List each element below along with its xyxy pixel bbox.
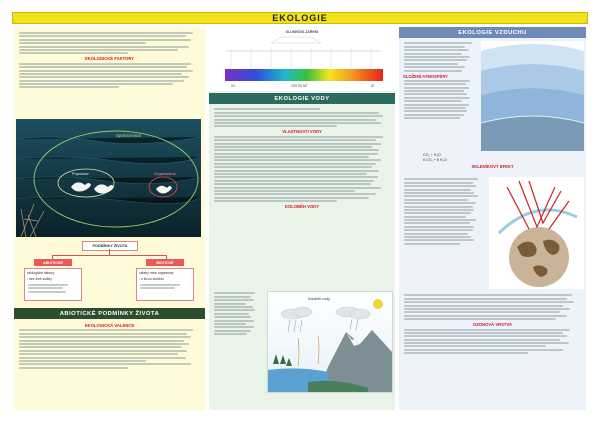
biotic-label: BIOTICKÉ (146, 259, 184, 266)
spectrum-panel (209, 27, 395, 91)
spectrum-chart (211, 35, 393, 89)
atmosphere-composition-heading: SLOŽENÍ ATMOSFÉRY (403, 73, 448, 79)
air-text-3 (399, 293, 586, 356)
diagram-top-box: PODMÍNKY ŽIVOTA (82, 241, 138, 251)
water-band-title: EKOLOGIE VODY (274, 95, 330, 102)
valence-heading: EKOLOGICKÁ VALENCE (84, 323, 135, 328)
spectrum-label-visible: VIDITELNÉ (291, 84, 308, 88)
greenhouse-heading: SKLENÍKOVÝ EFEKT (471, 164, 514, 169)
abiotic-text (14, 321, 205, 370)
spectrum-label-uv: UV (231, 84, 236, 88)
svg-text:Populace: Populace (72, 171, 89, 176)
svg-text:Společenstvo: Společenstvo (116, 133, 142, 138)
abiotic-box (24, 268, 82, 301)
title-bar (12, 12, 588, 24)
air-text-2 (399, 177, 489, 246)
water-cycle-diagram (267, 291, 393, 393)
atmosphere-diagram (481, 41, 584, 151)
spectrum-title: SLUNEČNÍ ZÁŘENÍ (285, 30, 319, 34)
page-title: EKOLOGIE (272, 13, 328, 23)
air-band-title: EKOLOGIE VZDUCHU (458, 29, 527, 36)
biotic-item-2: - s živou složkou (139, 277, 165, 281)
intro-paragraph (19, 32, 200, 54)
water-cycle-illustration (268, 292, 392, 392)
swans-photo (16, 119, 201, 237)
left-column (14, 27, 205, 410)
factors-diagram (24, 241, 194, 303)
swans-illustration (16, 119, 201, 237)
formula-2: 6 CO₂ + 6 H₂O (423, 158, 447, 162)
abiotic-label: ABIOTICKÉ (34, 259, 72, 266)
water-cycle-heading: KOLOBĚH VODY (285, 204, 319, 210)
abiotic-item-1: ekologické faktory (27, 271, 55, 275)
atmosphere-illustration (481, 41, 584, 151)
right-column (399, 27, 586, 410)
abiotic-band-title: ABIOTICKÉ PODMÍNKY ŽIVOTA (59, 310, 160, 317)
ecology-factors-heading: EKOLOGICKÉ FAKTORY (84, 56, 135, 62)
water-properties-heading: VLASTNOSTI VODY (282, 129, 322, 135)
abiotic-band (14, 308, 205, 319)
svg-text:Organismus: Organismus (154, 171, 176, 176)
middle-column (209, 27, 395, 410)
water-band (209, 93, 395, 104)
water-cycle-notes (209, 291, 265, 336)
formula-1: CO₂ + H₂O (423, 153, 441, 157)
factors-paragraph (19, 63, 200, 89)
ozone-heading: OZONOVÁ VRSTVA (472, 322, 512, 328)
biotic-item-1: vztahy mezi organismy (139, 271, 174, 275)
biotic-box (136, 268, 194, 301)
greenhouse-illustration (489, 177, 584, 289)
greenhouse-diagram (489, 177, 584, 289)
air-text-1 (399, 41, 481, 121)
water-cycle-title: Koloběh vody (308, 297, 330, 301)
water-text-1 (209, 107, 395, 210)
abiotic-item-2: - bez živé složky (27, 277, 52, 281)
spectrum-label-ir: IR (371, 84, 375, 88)
intro-text-block (14, 27, 205, 117)
formula-block (399, 153, 586, 170)
air-band (399, 27, 586, 38)
